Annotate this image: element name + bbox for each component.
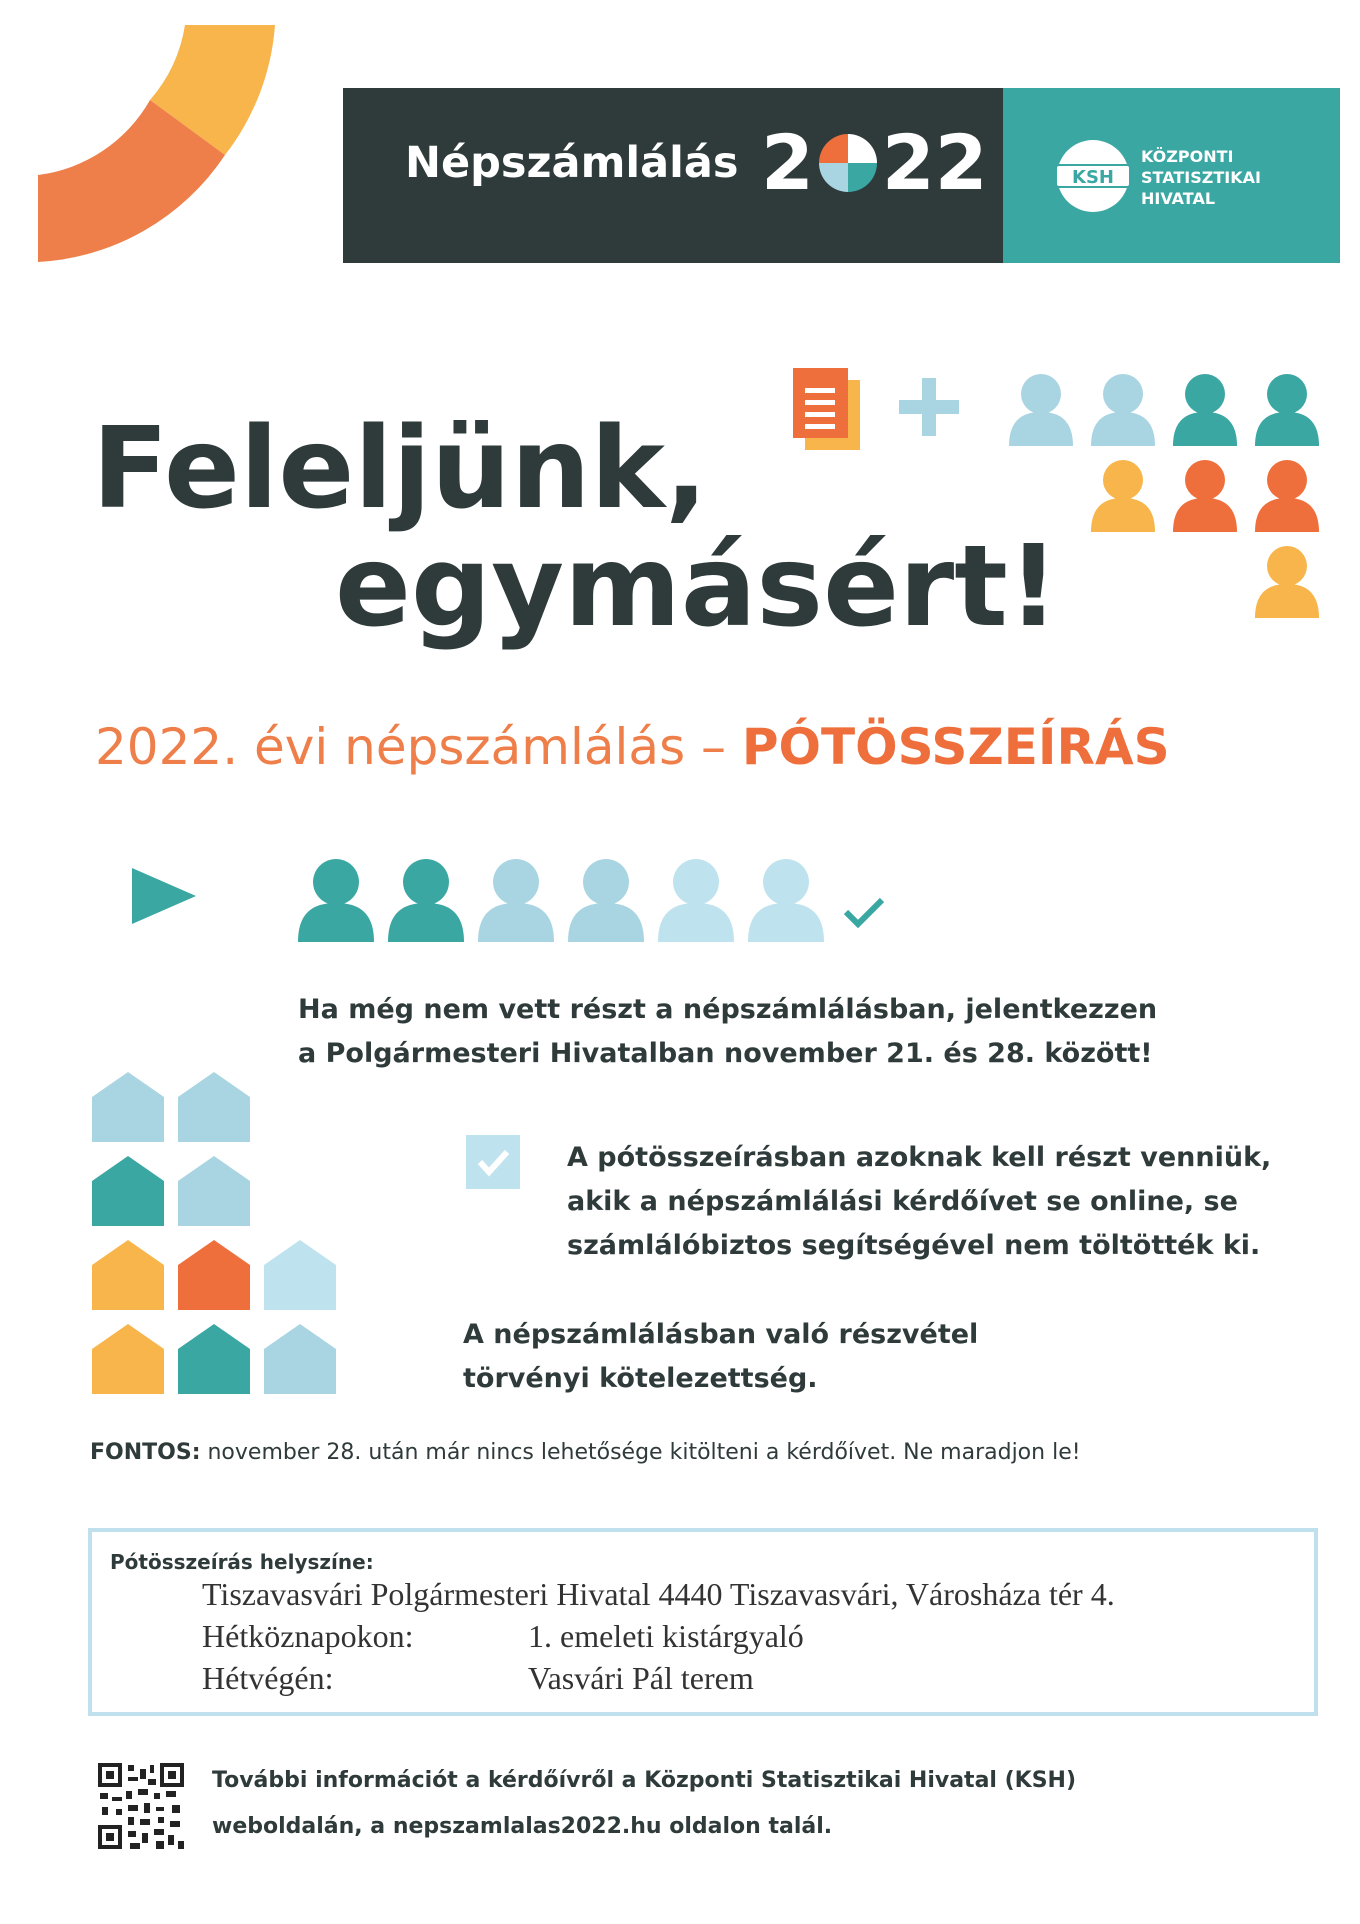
qr-code-icon[interactable]	[98, 1763, 184, 1849]
weekend-label: Hétvégén:	[202, 1660, 334, 1696]
participation-line-3: számlálóbiztos segítségével nem töltötték ki.	[567, 1230, 1261, 1261]
ksh-org-name	[1141, 146, 1261, 209]
important-text: november 28. után már nincs lehetősége kitölteni a kérdőívet. Ne maradjon le!	[200, 1440, 1081, 1465]
footer-line-2	[212, 1804, 1312, 1850]
play-arrow-icon	[132, 868, 196, 924]
important-notice	[90, 1440, 1290, 1465]
participation-line-1: A pótösszeírásban azoknak kell részt venniük,	[567, 1142, 1272, 1173]
checkmark-icon	[846, 900, 882, 924]
obligation-line-1: A népszámlálásban való részvétel	[463, 1319, 979, 1350]
obligation-line-2: törvényi kötelezettség.	[463, 1363, 818, 1394]
org-line-1: KÖZPONTI	[1141, 147, 1234, 166]
subtitle	[95, 718, 1170, 776]
website-link[interactable]: nepszamlalas2022.hu	[392, 1814, 662, 1839]
people-row	[128, 850, 908, 950]
checkbox-icon	[466, 1135, 520, 1189]
participation-line-2: akik a népszámlálási kérdőívet se online, se	[567, 1186, 1238, 1217]
year-digit-left: 2	[761, 118, 814, 207]
decorative-arc	[0, 0, 290, 270]
census-banner	[343, 88, 1003, 263]
plus-icon	[899, 378, 959, 436]
intro-line-2: a Polgármesteri Hivatalban november 21. és 28. között!	[298, 1038, 1153, 1069]
person-icon-row-2	[1091, 460, 1319, 532]
footer-post: oldalon talál.	[661, 1814, 833, 1839]
location-label: Pótösszeírás helyszíne:	[110, 1550, 374, 1574]
headline-line-2: egymásért!	[335, 522, 1059, 652]
headline-line-1: Feleljünk,	[92, 404, 708, 534]
ksh-brand-block	[1003, 88, 1340, 263]
intro-line-1: Ha még nem vett részt a népszámlálásban, jelentkezzen	[298, 994, 1158, 1025]
important-label: FONTOS:	[90, 1440, 201, 1465]
location-address: Tiszavasvári Polgármesteri Hivatal 4440 Tiszavasvári, Városháza tér 4.	[202, 1576, 1115, 1612]
subtitle-regular: 2022. évi népszámlálás –	[95, 718, 742, 776]
year-digits-right: 22	[881, 118, 988, 207]
weekday-value: 1. emeleti kistárgyaló	[528, 1618, 804, 1654]
census-disc-icon	[817, 132, 879, 194]
footer-pre: weboldalán, a	[212, 1814, 393, 1839]
footer-info	[212, 1758, 1312, 1850]
ksh-logo-text: KSH	[1072, 167, 1114, 188]
person-icon-row-3	[1255, 546, 1319, 618]
weekday-label: Hétköznapokon:	[202, 1618, 414, 1654]
participation-paragraph	[567, 1136, 1327, 1268]
weekend-value: Vasvári Pál terem	[528, 1660, 754, 1696]
location-box	[88, 1528, 1318, 1716]
org-line-3: HIVATAL	[1141, 189, 1216, 208]
document-icon	[793, 368, 860, 450]
icon-cluster	[785, 360, 1340, 640]
person-icon-row-1	[1009, 374, 1319, 446]
houses-grid	[92, 1070, 342, 1400]
footer-line-1: További információt a kérdőívről a Központi Statisztikai Hivatal (KSH)	[212, 1768, 1077, 1793]
ksh-logo-icon	[1053, 136, 1133, 216]
obligation-paragraph	[463, 1313, 1163, 1401]
intro-paragraph	[298, 988, 1198, 1076]
subtitle-highlight: PÓTÖSSZEÍRÁS	[741, 718, 1170, 776]
banner-year	[761, 118, 988, 207]
org-line-2: STATISZTIKAI	[1141, 168, 1261, 187]
banner-title: Népszámlálás	[405, 138, 739, 188]
